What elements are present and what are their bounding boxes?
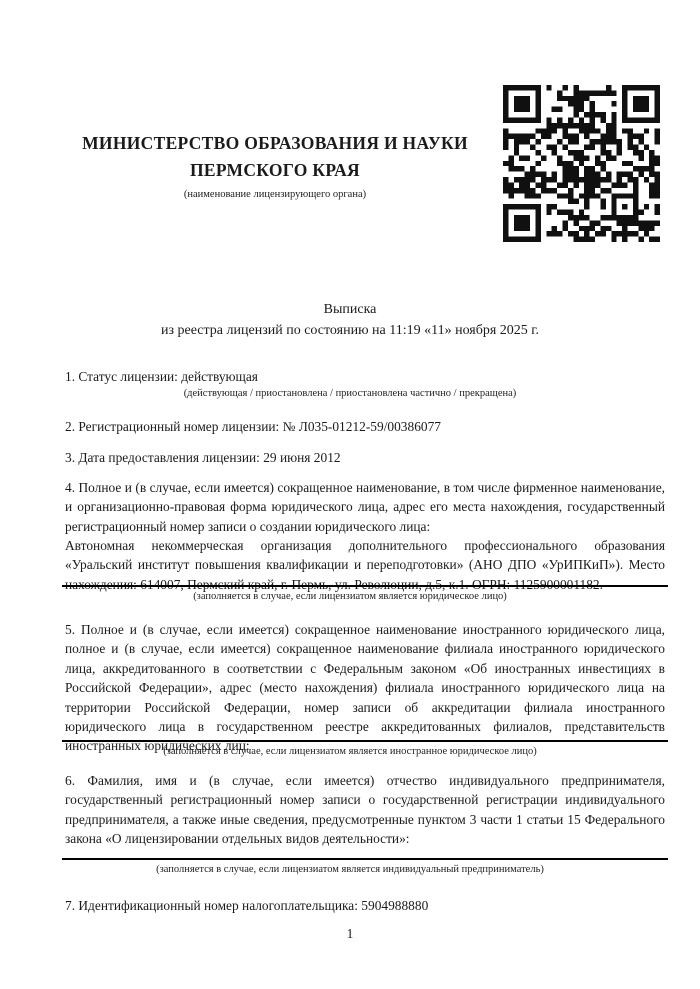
- entrepreneur-caption: (заполняется в случае, если лицензиатом является индивидуальный предприниматель): [156, 864, 544, 875]
- qr-code-image: [503, 85, 660, 242]
- foreign-entity-caption: (заполняется в случае, если лицензиатом является иностранное юридическое лицо): [163, 746, 537, 757]
- status-options-caption: (действующая / приостановлена / приостановлена частично / прекращена): [183, 388, 517, 399]
- license-grant-date-line: 3. Дата предоставления лицензии: 29 июня 2012: [65, 450, 341, 465]
- legal-entity-question: 4. Полное и (в случае, если имеется) сокращенное наименование, в том числе фирменное наименование, и организационно-правовая форма юридического лица, адрес его места нахождения, государственный регистрационный номер записи о создании юридического лица:: [65, 480, 665, 534]
- entrepreneur-field-rule: [62, 858, 668, 860]
- legal-entity-caption: (заполняется в случае, если лицензиатом является юридическое лицо): [193, 591, 507, 602]
- entrepreneur-question: 6. Фамилия, имя и (в случае, если имеется) отчество индивидуального предпринимателя, государственный регистрационный номер записи о государственной регистрации индивидуального предпринимателя, а также иные сведения, предусмотренные пунктом 3 части 1 статьи 15 Федерального закона «О лицензировании отдельных видов деятельности»:: [65, 773, 665, 847]
- taxpayer-number-line: 7. Идентификационный номер налогоплательщика: 5904988880: [65, 898, 429, 913]
- ministry-name-line2: ПЕРМСКОГО КРАЯ: [190, 160, 360, 180]
- document-subtitle: из реестра лицензий по состоянию на 11:19 «11» ноября 2025 г.: [161, 323, 539, 338]
- license-status-line: 1. Статус лицензии: действующая: [65, 369, 258, 384]
- foreign-entity-question: 5. Полное и (в случае, если имеется) сокращенное наименование иностранного юридического лица, полное и (в случае, если имеется) сокращенное наименование филиала иностранного юридического лица, аккредитованного в соответствии с Федеральным законом «Об иностранных инвестициях в Российской Федерации», адрес (место нахождения) филиала иностранного юридического лица на территории Российской Федерации, номер записи об аккредитации филиала иностранного юридического лица в государственном реестре аккредитованных филиалов, представительств иностранных юридических лиц:: [65, 622, 665, 754]
- registration-number-line: 2. Регистрационный номер лицензии: № Л035-01212-59/00386077: [65, 419, 441, 434]
- legal-entity-value: Автономная некоммерческая организация дополнительного профессионального образования «Уральский институт повышения квалификации и переподготовки» (АНО ДПО «УрИПКиП»). Место нахождения: 614007, Пермский край, г. Пермь, ул. Революции, д.5, к.1. ОГРН: 1125900001182.: [65, 538, 665, 592]
- licensing-authority-header: [65, 130, 485, 200]
- page-number: 1: [346, 926, 354, 941]
- document-title: Выписка: [323, 302, 377, 317]
- ministry-name-line1: МИНИСТЕРСТВО ОБРАЗОВАНИЯ И НАУКИ: [82, 133, 468, 153]
- qr-code: [503, 85, 660, 242]
- foreign-entity-field-rule: [62, 740, 668, 742]
- legal-entity-field-rule: [62, 585, 668, 587]
- licensing-authority-caption: (наименование лицензирующего органа): [183, 189, 367, 200]
- document-title-block: [65, 299, 635, 341]
